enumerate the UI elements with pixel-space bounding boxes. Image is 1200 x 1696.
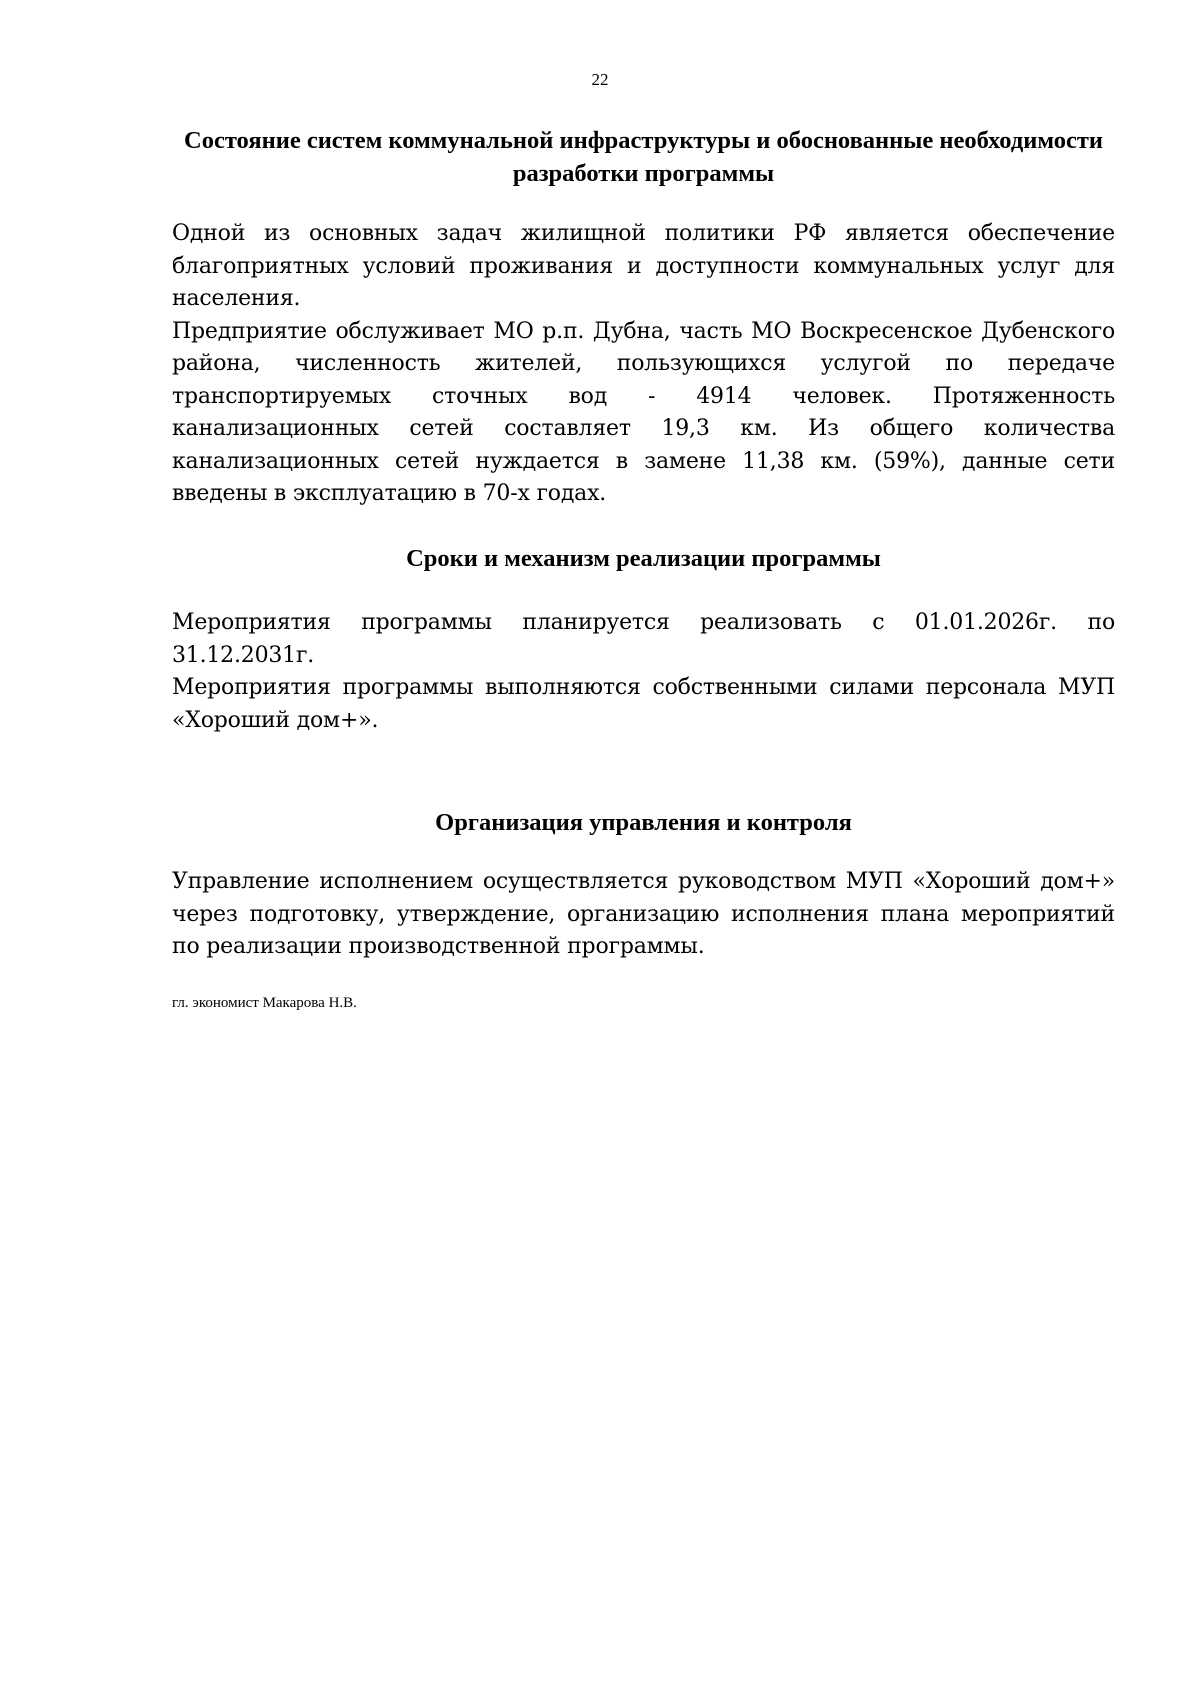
section-timeline-body xyxy=(172,607,1115,737)
paragraph: Управление исполнением осуществляется руководством МУП «Хороший дом+» через подготовку, утверждение, организацию исполнения плана мероприятий по реализации производственной программы. xyxy=(172,869,1115,959)
section-timeline xyxy=(172,542,1115,575)
section-infrastructure-body xyxy=(172,218,1115,511)
paragraph: Одной из основных задач жилищной политики РФ является обеспечение благоприятных условий проживания и доступности коммунальных услуг для населения. xyxy=(172,221,1115,311)
section-heading: Сроки и механизм реализации программы xyxy=(406,545,881,572)
section-infrastructure xyxy=(172,124,1115,190)
section-management-body xyxy=(172,866,1115,964)
section-heading: Состояние систем коммунальной инфраструктуры и обоснованные необходимости разработки программы xyxy=(184,127,1103,187)
page-number: 22 xyxy=(591,70,609,89)
paragraph: Мероприятия программы планируется реализовать с 01.01.2026г. по 31.12.2031г. xyxy=(172,610,1115,668)
section-management xyxy=(172,806,1115,839)
signature: гл. экономист Макарова Н.В. xyxy=(172,995,357,1011)
signature-block xyxy=(172,995,1115,1012)
section-heading: Организация управления и контроля xyxy=(435,809,852,836)
paragraph: Мероприятия программы выполняются собственными силами персонала МУП «Хороший дом+». xyxy=(172,675,1115,733)
paragraph: Предприятие обслуживает МО р.п. Дубна, часть МО Воскресенское Дубенского района, численность жителей, пользующихся услугой по передаче транспортируемых сточных вод - 4914 человек. Протяженность канализационных сетей составляет 19,3 км. Из общего количества канализационных сетей нуждается в замене 11,38 км. (59%), данные сети введены в эксплуатацию в 70-х годах. xyxy=(172,318,1115,506)
